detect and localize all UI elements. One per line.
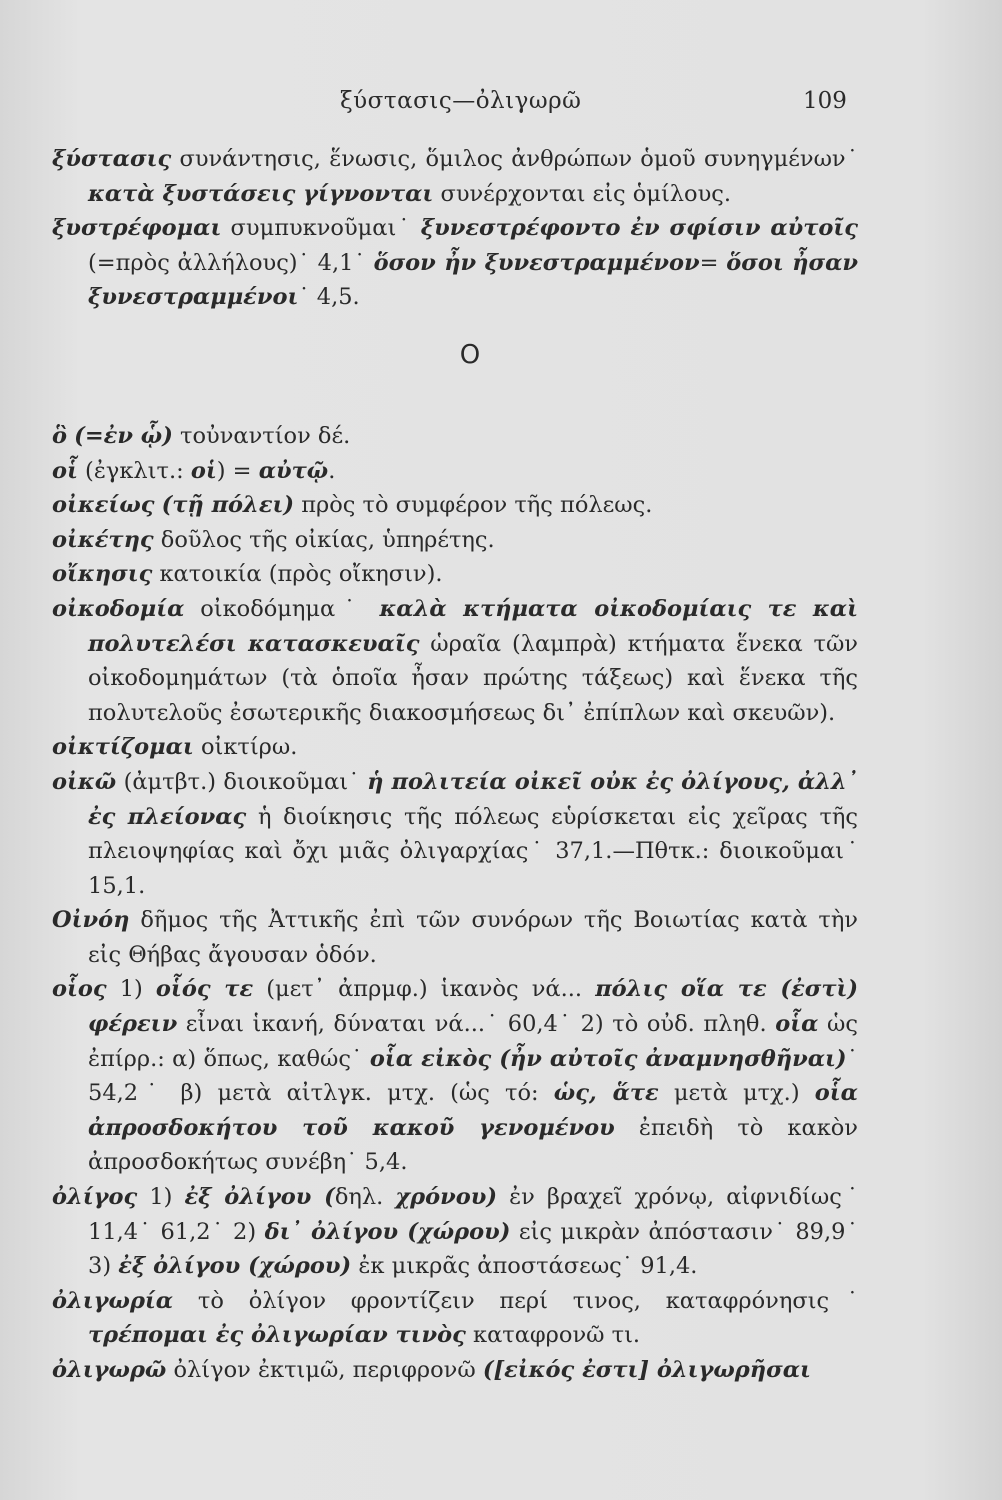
citation-phrase: οἷα εἰκὸς (ἦν αὐτοῖς ἀναμνησθῆναι) xyxy=(369,1045,847,1072)
citation-phrase: (=ἐν ᾧ) xyxy=(74,422,173,449)
definition-text: ˙ 54,2˙ β) μετὰ αἰτλγκ. μτχ. (ὡς τό: xyxy=(88,1045,858,1107)
definition-text: οἰκοδόμημα˙ xyxy=(184,595,380,622)
entry-oinoe xyxy=(52,903,858,972)
definition-text xyxy=(154,492,161,518)
citation-phrase: ἡ πολιτεία οἰκεῖ οὐκ ἐς ὀλίγους, ἀλλ᾿ ἐς πλείονας xyxy=(88,768,859,830)
definition-text: εἰς μικρὰν ἀπόστασιν˙ 89,9˙ 3) xyxy=(88,1218,859,1280)
definition-text: συμπυκνοῦμαι˙ xyxy=(221,215,421,242)
definition-text: καταφρονῶ τι. xyxy=(465,1322,641,1349)
entry-oiko xyxy=(52,765,858,903)
citation-phrase: ὡς, ἅτε xyxy=(553,1080,659,1107)
citation-phrase: ὅσοι ἦσαν ξυνεστραμμένοι xyxy=(88,249,859,311)
glossary-body xyxy=(52,142,858,1388)
definition-text: . xyxy=(328,457,336,484)
citation-phrase: κατὰ ξυστάσεις γίγνονται xyxy=(88,180,434,207)
definition-text: συνέρχονται εἰς ὁμίλους. xyxy=(433,180,731,207)
definition-text: οἰκτίρω. xyxy=(193,734,298,761)
section-letter: Ο xyxy=(459,339,481,370)
entry-oiktizomai xyxy=(52,730,858,765)
lemma: οἰκτίζομαι xyxy=(52,734,194,761)
definition-text: εἶναι ἱκανή, δύναται νά...˙ 60,4˙ 2) τὸ οὐδ. πληθ. xyxy=(177,1011,776,1038)
citation-phrase: καλὰ κτήματα οἰκοδομίαις τε καὶ πολυτελέσι κατασκευαῖς xyxy=(88,595,858,657)
lemma: ξύστασις xyxy=(52,146,172,172)
entry-hoi xyxy=(52,454,858,489)
lemma: οἰκῶ xyxy=(52,768,117,795)
definition-text: τοὐναντίον δέ. xyxy=(172,422,351,449)
entry-oiketes xyxy=(52,523,858,558)
citation-phrase: τρέπομαι ἐς ὀλιγωρίαν τινὸς xyxy=(88,1322,466,1349)
citation-phrase: ὅσον ἦν ξυνεστραμμένον xyxy=(373,249,700,276)
lemma: ὀλιγωρῶ xyxy=(52,1357,167,1383)
definition-text: μετὰ μτχ.) xyxy=(658,1080,815,1107)
entry-xystrephomai xyxy=(52,211,858,315)
page-header xyxy=(0,88,1002,118)
running-head: ξύστασις—ὀλιγωρῶ xyxy=(340,88,582,114)
entry-ho xyxy=(52,419,858,454)
citation-phrase: ([εἰκός ἐστι] ὀλιγωρῆσαι xyxy=(482,1357,811,1383)
lemma: οἰκείως xyxy=(52,492,155,519)
definition-text: (=πρὸς ἀλλήλους)˙ 4,1˙ xyxy=(88,249,374,276)
entry-oikeios xyxy=(52,488,858,523)
lemma: οἷ xyxy=(52,457,78,484)
definition-text: συνάντησις, ἕνωσις, ὅμιλος ἀνθρώπων ὁμοῦ συνηγμένων˙ xyxy=(171,146,858,172)
definition-text: πρὸς τὸ συμφέρον τῆς πόλεως. xyxy=(294,492,653,519)
definition-text: δοῦλος τῆς οἰκίας, ὑπηρέτης. xyxy=(153,526,495,553)
citation-phrase: οἷός τε xyxy=(155,976,254,1003)
definition-text: δηλ. xyxy=(334,1184,396,1211)
definition-text: 1) xyxy=(106,976,156,1003)
definition-text: τὸ ὀλίγον φροντίζειν περί τινος, καταφρόνησις˙ xyxy=(173,1287,858,1314)
entry-oligos xyxy=(52,1180,858,1284)
definition-text: δῆμος τῆς Ἀττικῆς ἐπὶ τῶν συνόρων τῆς Βοιωτίας κατὰ τὴν εἰς Θήβας ἄγουσαν ὁδόν. xyxy=(88,907,858,968)
entry-xystasis xyxy=(52,142,858,211)
citation-phrase: οἷα xyxy=(775,1011,819,1038)
entry-oikodomia xyxy=(52,592,858,730)
citation-phrase: πόλις οἵα τε (ἐστὶ) φέρειν xyxy=(88,976,859,1038)
lemma: οἴκησις xyxy=(52,561,153,588)
definition-text: ἡ διοίκησις τῆς πόλεως εὑρίσκεται εἰς χεῖρας τῆς πλειοψηφίας καὶ ὄχι μιᾶς ὀλιγαρχίας˙ 37,1.—Πθτκ.: διοικοῦμαι˙ 15,1. xyxy=(88,803,859,899)
citation-phrase: (τῇ πόλει) xyxy=(161,492,295,519)
entry-hoios xyxy=(52,972,858,1180)
citation-phrase: ἐξ ὀλίγου (χώρου) xyxy=(118,1253,352,1280)
definition-text: (ἐγκλιτ.: xyxy=(77,457,191,484)
definition-text: ἐπειδὴ τὸ κακὸν ἀπροσδοκήτως συνέβη˙ 5,4. xyxy=(88,1114,858,1176)
citation-phrase: ξυνεστρέφοντο ἐν σφίσιν αὐτοῖς xyxy=(420,215,858,242)
citation-phrase: χρόνου) xyxy=(395,1184,498,1211)
definition-text: ὀλίγον ἐκτιμῶ, περιφρονῶ xyxy=(166,1357,483,1383)
lemma: ὃ xyxy=(52,422,68,449)
citation-phrase: ἐξ ὀλίγου ( xyxy=(184,1184,335,1211)
entry-oligoro xyxy=(52,1353,858,1388)
definition-text: ἐν βραχεῖ χρόνῳ, αἰφνιδίως˙ 11,4˙ 61,2˙ 2) xyxy=(88,1184,858,1245)
definition-text: (ἀμτβτ.) διοικοῦμαι˙ xyxy=(116,768,368,795)
lemma: ὀλιγωρία xyxy=(52,1287,174,1314)
page-number: 109 xyxy=(803,88,847,114)
definition-text: 1) xyxy=(137,1184,185,1211)
lemma: οἰκέτης xyxy=(52,526,154,553)
lemma: οἷος xyxy=(52,976,107,1003)
citation-phrase: οἷα ἀπροσδοκήτου τοῦ κακοῦ γενομένου xyxy=(88,1080,858,1141)
definition-text: κατοικία (πρὸς οἴκησιν). xyxy=(152,561,443,588)
citation-phrase: αὐτῷ xyxy=(258,457,329,484)
lemma: Οἰνόη xyxy=(52,907,130,934)
lemma: ξυστρέφομαι xyxy=(52,215,222,242)
citation-phrase: οἱ xyxy=(190,457,217,484)
lemma: ὀλίγος xyxy=(52,1184,138,1211)
definition-text: ὡραῖα (λαμπρὰ) κτήματα ἕνεκα τῶν οἰκοδομημάτων (τὰ ὁποῖα ἦσαν πρώτης τάξεως) καὶ ἕνεκα τῆς πολυτελοῦς ἐσωτερικῆς διακοσμήσεως δι᾿ ἐπίπλων καὶ σκευῶν). xyxy=(88,630,858,726)
definition-text: ˙ 4,5. xyxy=(298,284,360,311)
lemma: οἰκοδομία xyxy=(52,595,185,622)
definition-text: ὡς ἐπίρρ.: α) ὅπως, καθώς˙ xyxy=(88,1011,858,1072)
definition-text: ) = xyxy=(216,457,259,484)
definition-text: = xyxy=(699,249,727,276)
definition-text: (μετ᾿ ἀπρμφ.) ἱκανὸς νά... xyxy=(253,976,596,1003)
entry-oligoria xyxy=(52,1284,858,1353)
entry-oikesis xyxy=(52,557,858,592)
definition-text: ἐκ μικρᾶς ἀποστάσεως˙ 91,4. xyxy=(351,1253,698,1280)
citation-phrase: δι᾿ ὀλίγου (χώρου) xyxy=(264,1218,511,1245)
